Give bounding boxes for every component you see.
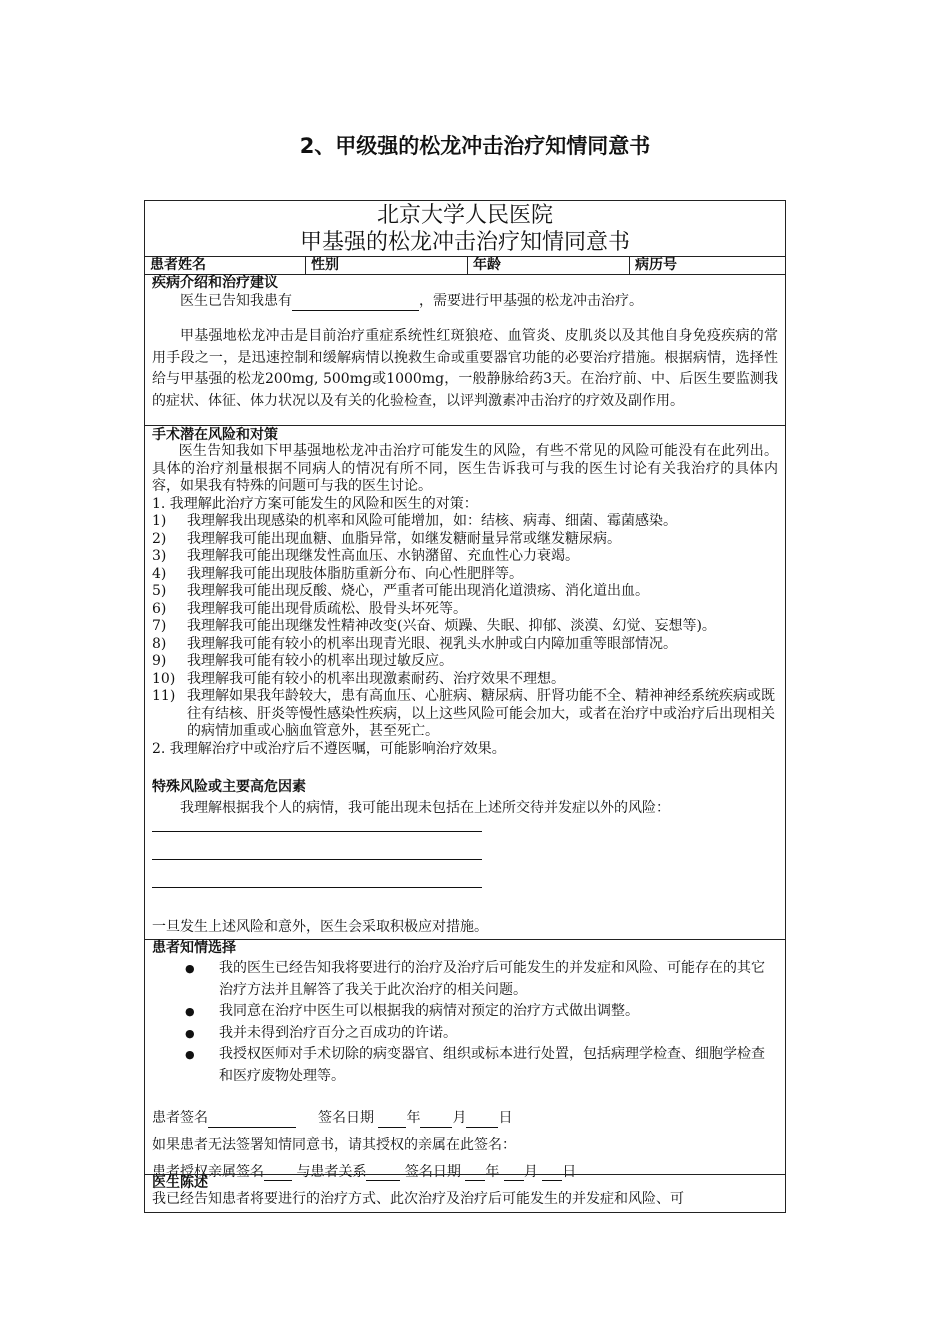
special-risk-heading: 特殊风险或主要高危因素 <box>152 779 306 795</box>
consent-section <box>145 939 785 1180</box>
bullet-icon: ● <box>185 962 195 975</box>
special-risk-blank-line[interactable] <box>152 860 482 888</box>
risk-item: 5) 我理解我可能出现反酸、烧心，严重者可能出现消化道溃疡、消化道出血。 <box>152 583 649 599</box>
age-field[interactable]: 年龄 <box>467 257 629 274</box>
risk-list <box>152 513 778 741</box>
patient-signature-blank[interactable] <box>208 1112 296 1128</box>
risk-item: 3) 我理解我可能出现继发性高血压、水钠潴留、充血性心力衰竭。 <box>152 548 579 564</box>
form-header <box>145 201 785 256</box>
consent-bullet: ● 我同意在治疗中医生可以根据我的病情对预定的治疗方式做出调整。 <box>152 1001 778 1023</box>
patient-info-row <box>145 256 785 274</box>
doctor-section <box>145 1174 785 1212</box>
hospital-name: 北京大学人民医院 <box>376 203 553 228</box>
risks-point-1: 1. 我理解此治疗方案可能发生的风险和医生的对策： <box>152 495 478 512</box>
patient-signature-line: 患者签名 签名日期 年 月 日 <box>152 1110 513 1126</box>
consent-bullet: ● 我并未得到治疗百分之百成功的许诺。 <box>152 1023 778 1045</box>
risks-closing: 一旦发生上述风险和意外，医生会采取积极应对措施。 <box>152 919 488 935</box>
sign-year-blank[interactable] <box>378 1112 406 1128</box>
form-title: 甲基强的松龙冲击治疗知情同意书 <box>299 230 630 255</box>
special-risk-blanks <box>152 804 778 888</box>
consent-bullets <box>152 958 778 1087</box>
consent-heading: 患者知情选择 <box>152 940 236 956</box>
diagnosis-prefix: 医生已告知我患有 <box>180 293 292 309</box>
bullet-icon: ● <box>185 1005 195 1018</box>
sign-day-blank[interactable] <box>466 1112 498 1128</box>
bullet-icon: ● <box>185 1048 195 1061</box>
risks-heading: 手术潜在风险和对策 <box>152 427 278 443</box>
doctor-statement: 我已经告知患者将要进行的治疗方式、此次治疗及治疗后可能发生的并发症和风险、可 <box>152 1191 684 1207</box>
special-risk-blank-line[interactable] <box>152 804 482 832</box>
consent-form <box>144 200 786 1213</box>
risk-item: 2) 我理解我可能出现血糖、血脂异常，如继发糖耐量异常或继发糖尿病。 <box>152 530 621 547</box>
risk-item: 7) 我理解我可能出现继发性精神改变(兴奋、烦躁、失眠、抑郁、淡漠、幻觉、妄想等)。 <box>152 618 716 634</box>
special-risk-blank-line[interactable] <box>152 832 482 860</box>
proxy-signature-line: 患者授权亲属签名 与患者关系 签名日期 年 月 日 <box>152 1163 577 1180</box>
risk-item: 9) 我理解我可能有较小的机率出现过敏反应。 <box>152 653 453 669</box>
risks-point-2: 2. 我理解治疗中或治疗后不遵医嘱，可能影响治疗效果。 <box>152 740 506 757</box>
diagnosis-line <box>152 291 778 311</box>
diagnosis-blank[interactable] <box>292 295 419 311</box>
diagnosis-suffix: ，需要进行甲基强的松龙冲击治疗。 <box>419 293 643 309</box>
record-number-field[interactable]: 病历号 <box>629 257 785 274</box>
risk-item: 11) 我理解如果我年龄较大，患有高血压、心脏病、糖尿病、肝肾功能不全、精神神经系统疾病或既往有结核、肝炎等慢性感染性疾病，以上这些风险可能会加大，或者在治疗中或治疗后出现相关的病情加重或心脑血管意外，甚至死亡。 <box>152 688 775 739</box>
intro-paragraph: 甲基强地松龙冲击是目前治疗重症系统性红斑狼疮、血管炎、皮肌炎以及其他自身免疫疾病的常用手段之一，是迅速控制和缓解病情以挽救生命或重要器官功能的必要治疗措施。根据病情，选择性给与甲基强的松龙200mg, 500mg或1000mg，一般静脉给药3天。在治疗前、中、后医生要监测我的症状、体征、体力状况以及有关的化验检查，以评判激素冲击治疗的疗效及副作用。 <box>152 328 778 409</box>
risks-paragraph: 医生告知我如下甲基强地松龙冲击治疗可能发生的风险，有些不常见的风险可能没有在此列出。具体的治疗剂量根据不同病人的情况有所不同，医生告诉我可与我的医生讨论有关我治疗的具体内容，如果我有特殊的问题可与我的医生讨论。 <box>152 443 778 494</box>
sign-month-blank[interactable] <box>420 1112 452 1128</box>
gender-field[interactable]: 性别 <box>305 257 467 274</box>
consent-bullet: ● 我的医生已经告知我将要进行的治疗及治疗后可能发生的并发症和风险、可能存在的其它治疗方法并且解答了我关于此次治疗的相关问题。 <box>152 958 778 1001</box>
proxy-note: 如果患者无法签署知情同意书，请其授权的亲属在此签名： <box>152 1137 516 1153</box>
doctor-heading: 医生陈述 <box>152 1175 208 1191</box>
document-title: 2、甲级强的松龙冲击治疗知情同意书 <box>299 134 651 158</box>
risk-item: 6) 我理解我可能出现骨质疏松、股骨头坏死等。 <box>152 600 467 617</box>
risk-item: 1) 我理解我出现感染的机率和风险可能增加，如：结核、病毒、细菌、霉菌感染。 <box>152 513 677 529</box>
bullet-icon: ● <box>185 1026 195 1040</box>
patient-name-field[interactable]: 患者姓名 <box>150 257 206 273</box>
special-risk-paragraph: 我理解根据我个人的病情，我可能出现未包括在上述所交待并发症以外的风险： <box>180 800 670 816</box>
intro-heading: 疾病介绍和治疗建议 <box>152 275 278 291</box>
risk-item: 10) 我理解我可能有较小的机率出现激素耐药、治疗效果不理想。 <box>152 670 565 687</box>
risk-item: 8) 我理解我可能有较小的机率出现青光眼、视乳头水肿或白内障加重等眼部情况。 <box>152 635 677 652</box>
intro-section <box>145 274 785 425</box>
consent-bullet: ● 我授权医师对手术切除的病变器官、组织或标本进行处置，包括病理学检查、细胞学检查和医疗废物处理等。 <box>152 1044 778 1087</box>
risks-section <box>145 425 785 939</box>
risk-item: 4) 我理解我可能出现肢体脂肪重新分布、向心性肥胖等。 <box>152 565 523 582</box>
